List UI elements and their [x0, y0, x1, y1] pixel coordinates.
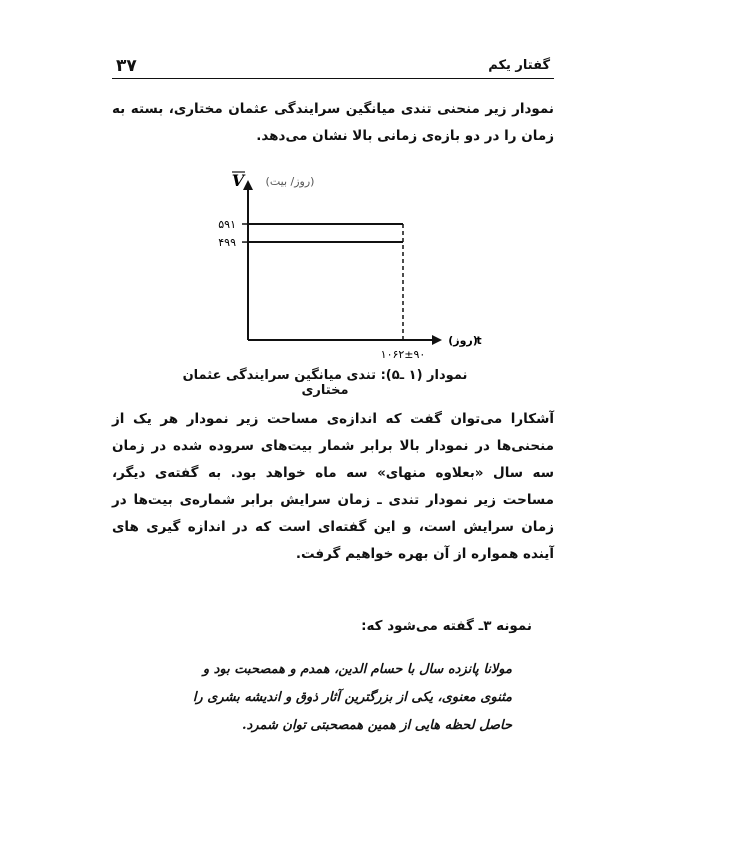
x-axis-symbol: t [476, 334, 482, 347]
y-axis-arrow [243, 180, 253, 190]
y-axis-unit: (روز/ بیت) [265, 175, 315, 188]
quote-line: مثنوی معنوی، یکی از بزرگترین آثار ذوق و اندیشه بشری را [192, 690, 512, 705]
y-axis-symbol: V [231, 171, 245, 190]
page-number: ۳۷ [116, 56, 137, 76]
poem-quote [150, 656, 512, 740]
quote-line: حاصل لحظه هایی از همین همصحبتی توان شمرد. [241, 718, 512, 733]
x-axis-arrow [432, 335, 442, 345]
example-heading: نمونه ۳ـ گفته می‌شود که: [361, 618, 532, 634]
y-tick-label-591: ۵۹۱ [218, 218, 236, 231]
x-axis-unit: (روز) [448, 334, 478, 347]
intro-paragraph: نمودار زیر منحنی تندی میانگین سرایندگی عثمان مختاری، بسته به زمان را در دو بازه‌ی زمانی بالا نشان می‌دهد. [112, 101, 554, 144]
body-paragraph: آشکارا می‌توان گفت که اندازه‌ی مساحت زیر نمودار هر یک از منحنی‌ها در نمودار بالا برابر شمار بیت‌های سروده شده در زمان سه سال «بعلاوه منهای» سه ماه خواهد بود. به گفته‌ی دیگر، مساحت زیر نمودار تندی ـ زمان سرایش برابر شماره‌ی بیت‌ها در زمان سرایش است، و این گفته‌ای است که در اندازه گیری های آینده همواره از آن بهره خواهیم گرفت. [112, 411, 554, 562]
chapter-title: گفتار یکم [488, 58, 550, 73]
quote-line: مولانا پانزده سال با حسام الدین، همدم و همصحبت بود و [202, 662, 512, 677]
y-tick-label-499: ۴۹۹ [218, 236, 236, 250]
x-tick-label: ۱۰۶۲±۹۰ [380, 348, 426, 361]
figure-caption: نمودار (۱ ـ۵): تندی میانگین سرایندگی عثمان مختاری [182, 368, 468, 398]
